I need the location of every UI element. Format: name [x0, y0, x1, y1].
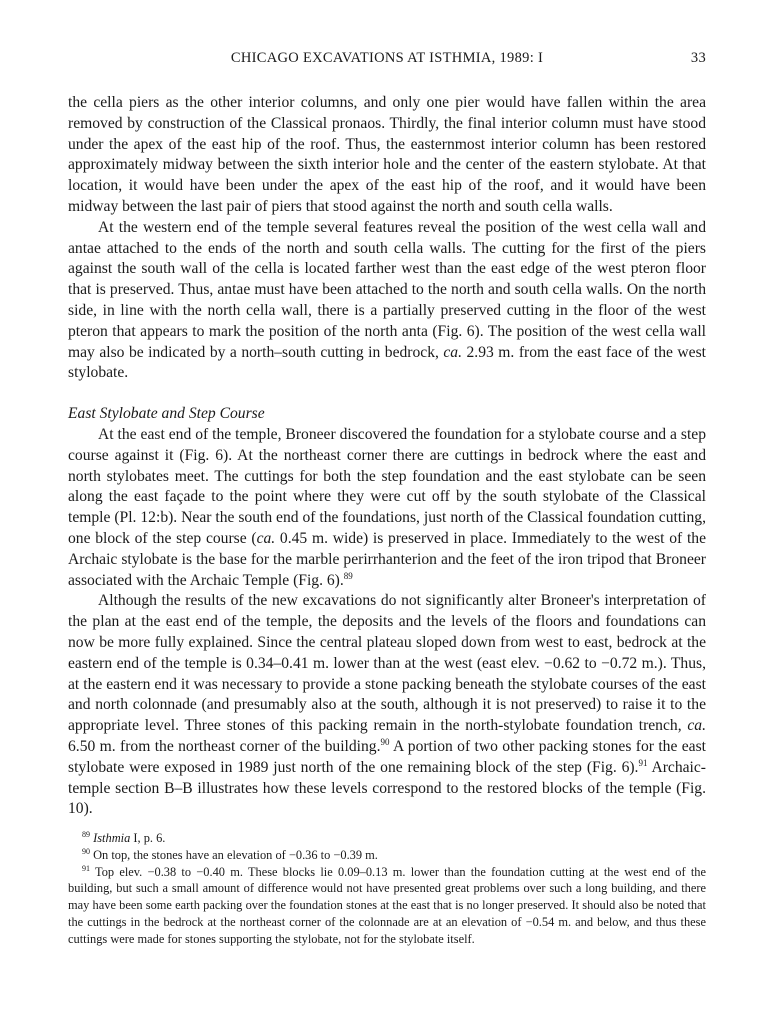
- footnote-89: $^{89}$ Isthmia I, p. 6.: [82, 830, 166, 846]
- body-text: [68, 93, 706, 820]
- footnote-ref: 91: [638, 757, 648, 768]
- paragraph-west-end: At the western end of the temple several features reveal the position of the west cella wall and antae attached to the ends of the north and south cella walls. The cutting for the first of the piers against the south wall of the cella is located farther west than the east edge of the west pteron floor that is preserved. Thus, antae must have been attached to the north and south cella walls. On the north side, in line with the north cella wall, there is a partially preserved cutting in the floor of the west pteron that appears to mark the position of the north anta (Fig. 6). The position of the west cella wall may also be indicated by a north–south cutting in bedrock, ca. 2.93 m. from the east face of the west stylobate.: [68, 218, 706, 382]
- running-head: [68, 50, 706, 76]
- footnote-ref: 90: [380, 736, 390, 747]
- paragraph-east-end: At the east end of the temple, Broneer discovered the foundation for a stylobate course and a step course against it (Fig. 6). At the northeast corner there are cuttings in bedrock where the east and north stylobates meet. The cuttings for both the step foundation and the east stylobate can be seen along the east façade to the point where they were cut off by the south stylobate of the Classical temple (Pl. 12:b). Near the south end of the foundations, just north of the Classical foundation cutting, one block of the step course (ca. 0.45 m. wide) is preserved in place. Immediately to the west of the Archaic stylobate is the base for the marble perirrhanterion and the feet of the iron tripod that Broneer associated with the Archaic Temple (Fig. 6).$^{89}$: [68, 425, 706, 589]
- footnotes: [68, 830, 706, 948]
- section-heading: East Stylobate and Step Course: [68, 405, 265, 423]
- footnote-91: $^{91}$ Top elev. −0.38 to −0.40 m. These blocks lie 0.09–0.13 m. lower than the foundation cutting at the west end of the building, but such a small amount of difference would not have presented great problems over such a long building, and there may have been some earth packing over the foundation stones at the east that is no longer preserved. It should also be noted that the cuttings in the bedrock at the northeast corner of the colonnade are at an elevation of −0.54 m. and below, and thus these cuttings were made for stones supporting the stylobate, not for the stylobate itself.: [68, 863, 706, 946]
- footnote-ref: 89: [343, 570, 353, 581]
- paragraph-results: Although the results of the new excavations do not significantly alter Broneer's interpretation of the plan at the east end of the temple, the deposits and the levels of the floors and foundations can now be more fully explained. Since the central plateau sloped down from west to east, bedrock at the eastern end of the temple is 0.34–0.41 m. lower than at the west (east elev. −0.62 to −0.72 m.). Thus, at the eastern end it was necessary to provide a stone packing beneath the stylobate courses of the east and north colonnade (and presumably also at the south, although it is not preserved) to raise it to the appropriate level. Three stones of this packing remain in the north-stylobate foundation trench, ca. 6.50 m. from the northeast corner of the building.$^{90}$ A portion of two other packing stones for the east stylobate were exposed in 1989 just north of the one remaining block of the step (Fig. 6).$^{91}$ Archaic-temple section B–B illustrates how these levels correspond to the restored blocks of the temple (Fig. 10).: [68, 592, 707, 818]
- page: [68, 50, 706, 948]
- running-title: CHICAGO EXCAVATIONS AT ISTHMIA, 1989: I: [230, 50, 544, 66]
- paragraph-continued: the cella piers as the other interior columns, and only one pier would have fallen within the area removed by construction of the Classical pronaos. Thirdly, the final interior column must have stood under the apex of the east hip of the roof. Thus, the easternmost interior column has been restored approximately midway between the sixth interior hole and the center of the eastern stylobate. At that location, it would have been under the apex of the east hip of the roof, and it would have been midway between the last pair of piers that stood against the north and south cella walls.: [68, 94, 706, 215]
- footnote-90: $^{90}$ On top, the stones have an elevation of −0.36 to −0.39 m.: [82, 846, 378, 862]
- page-number: 33: [690, 50, 706, 66]
